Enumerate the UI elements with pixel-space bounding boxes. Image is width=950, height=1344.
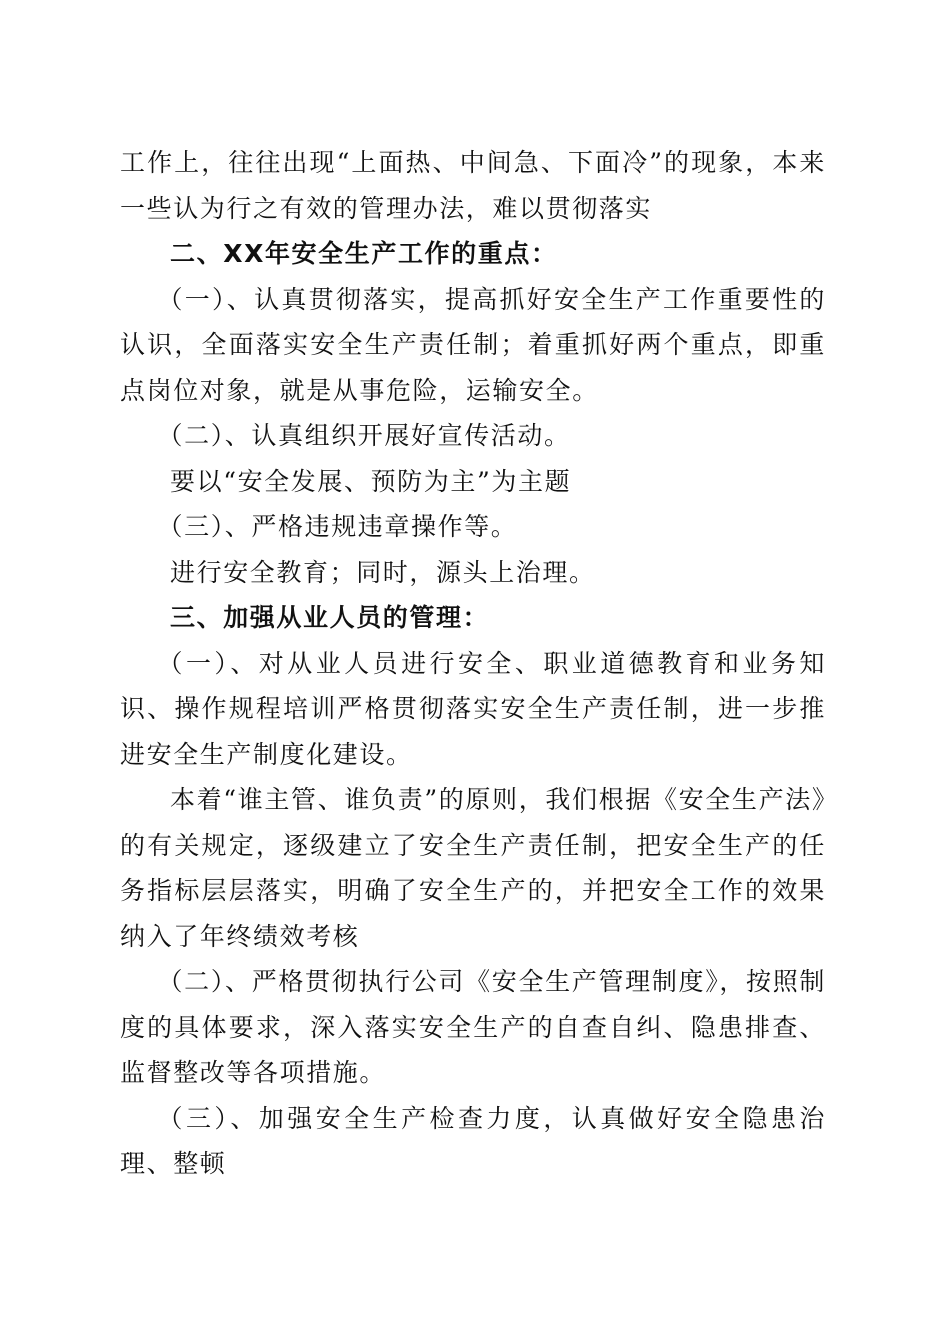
- paragraph-2-1: （一）、认真贯彻落实，提高抓好安全生产工作重要性的认识，全面落实安全生产责任制；着重抓好两个重点，即重点岗位对象，就是从事危险，运输安全。: [120, 284, 826, 405]
- document-body: [120, 140, 826, 1187]
- section-heading-3: 三、加强从业人员的管理：: [170, 603, 490, 632]
- paragraph-2-2-theme: 要以“安全发展、预防为主”为主题: [170, 466, 572, 496]
- paragraph-2-3: （三）、严格违规违章操作等。: [157, 512, 518, 541]
- paragraph-2-2: （二）、认真组织开展好宣传活动。: [157, 421, 571, 450]
- paragraph-3-3: （三）、加强安全生产检查力度，认真做好安全隐患治理、整顿: [120, 1103, 826, 1178]
- paragraph-intro: 工作上，往往出现“上面热、中间急、下面冷”的现象，本来一些认为行之有效的管理办法，难以贯彻落实: [120, 148, 826, 223]
- paragraph-3-1-detail: 本着“谁主管、谁负责”的原则，我们根据《安全生产法》的有关规定，逐级建立了安全生产责任制，把安全生产的任务指标层层落实，明确了安全生产的，并把安全工作的效果纳入了年终绩效考核: [120, 785, 826, 951]
- paragraph-3-2: （二）、严格贯彻执行公司《安全生产管理制度》，按照制度的具体要求，深入落实安全生产的自查自纠、隐患排查、监督整改等各项措施。: [120, 967, 826, 1087]
- paragraph-3-1: （一）、对从业人员进行安全、职业道德教育和业务知识、操作规程培训严格贯彻落实安全生产责任制，进一步推进安全生产制度化建设。: [120, 648, 826, 769]
- paragraph-2-3-detail: 进行安全教育；同时，源头上治理。: [170, 557, 596, 587]
- section-heading-2: 二、XX年安全生产工作的重点：: [170, 239, 558, 268]
